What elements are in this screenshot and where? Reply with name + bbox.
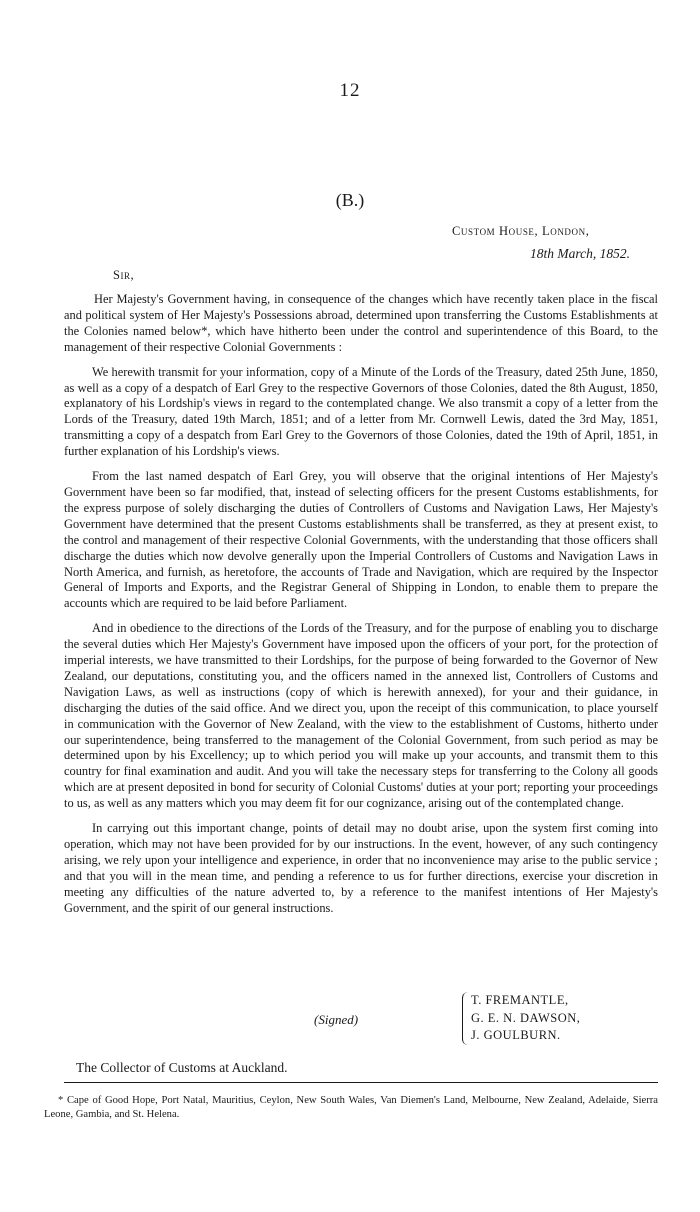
signatory-fremantle: T. FREMANTLE,	[471, 993, 569, 1007]
paragraph-4: And in obedience to the directions of the Lords of the Treasury, and for the purpose of enabling you to discharge the several duties which Her Majesty's Government have imposed upon the officers of your port, for the protection of imperial interests, we have transmitted to their Lordships, for the purpose of being forwarded to the Governor of New Zealand, our deputations, constituting you, and the officers named in the annexed list, Controllers of Customs and Navigation Laws, as well as instructions (copy of which is herewith annexed), for your and their guidance, in discharging the duties of the said office. And we direct you, upon the receipt of this communication, to place yourself in communication with the Governor of New Zealand, with the view to the establishment of Customs, hitherto under our superintendence, being transferred to the management of the Colonial Government, from such period as may be determined upon by his Excellency; up to which period you will make up your accounts, and transmit them to this country for final examination and audit. And you will take the necessary steps for transferring to the Colony all goods which are at present deposited in bond for security of Colonial Customs' duties at your port; reporting your proceedings to us, as well as any matters which you may deem fit for our cognizance, arising out of the contemplated change.	[64, 621, 658, 811]
signatories	[462, 992, 580, 1045]
page-number: 12	[339, 80, 361, 101]
paragraph-2: We herewith transmit for your information, copy of a Minute of the Lords of the Treasury, dated 25th June, 1850, as well as a copy of a despatch of Earl Grey to the respective Governors of those Colonies, dated the 8th August, 1850, explanatory of his Lordship's views in regard to the contemplated change. We also transmit a copy of a letter from the Lords of the Treasury, dated 19th March, 1851; and of a letter from Mr. Cornwell Lewis, dated the 3rd May, 1851, transmitting a copy of a despatch from Earl Grey to the Governors of those Colonies, dated the 19th of April, 1851, in further explanation of his Lordship's views.	[64, 364, 658, 459]
sender-address: Custom House, London,	[452, 224, 590, 238]
addressee: The Collector of Customs at Auckland.	[76, 1060, 288, 1075]
letter-body	[64, 292, 658, 926]
signatory-goulburn: J. GOULBURN.	[471, 1028, 561, 1042]
signatory-dawson: G. E. N. DAWSON,	[471, 1010, 581, 1025]
letter-date: 18th March, 1852.	[530, 246, 630, 261]
section-mark: (B.)	[335, 190, 365, 210]
paragraph-3: From the last named despatch of Earl Grey, you will observe that the original intentions of Her Majesty's Government have been so far modified, that, instead of selecting officers for the present Customs establishments, for the express purpose of solely discharging the duties of Controllers of Customs and Navigation Laws, Her Majesty's Government have determined that the present Customs establishments shall be transferred, as they at present exist, to the control and management of their respective Colonial Governments, with the understanding that those officers shall discharge the duties which now devolve generally upon the Imperial Controllers of Customs and Navigation Laws in North America, and furnish, as heretofore, the accounts of Trade and Navigation, which are required by the Inspector General of Imports and Exports, and the Registrar General of Shipping in London, to enable them to prepare the accounts which are required to be laid before Parliament.	[64, 469, 658, 611]
signed-label: (Signed)	[314, 1012, 359, 1027]
paragraph-5: In carrying out this important change, points of detail may no doubt arise, upon the system first coming into operation, which may not have been provided for by our instructions. In the event, however, of any such contingency arising, we rely upon your intelligence and experience, in order that no inconvenience may arise to the public service ; and that you will in the mean time, and pending a reference to us for further directions, exercise your discretion in meeting any difficulties of the nature adverted to, by a reference to the manifest intentions of Her Majesty's Government, and the spirit of our general instructions.	[64, 821, 658, 915]
footnote: * Cape of Good Hope, Port Natal, Mauritius, Ceylon, New South Wales, Van Diemen's Land, Melbourne, New Zealand, Adelaide, Sierra Leone, Gambia, and St. Helena.	[44, 1095, 658, 1120]
footnote-divider	[64, 1082, 658, 1083]
paragraph-1: Her Majesty's Government having, in consequence of the changes which have recently taken place in the fiscal and political system of Her Majesty's Possessions abroad, determined upon transferring the Customs Establishments at the Colonies named below*, which have hitherto been under the control and superintendence of this Board, to the management of their respective Colonial Governments :	[64, 292, 658, 354]
salutation: Sir,	[113, 268, 135, 282]
